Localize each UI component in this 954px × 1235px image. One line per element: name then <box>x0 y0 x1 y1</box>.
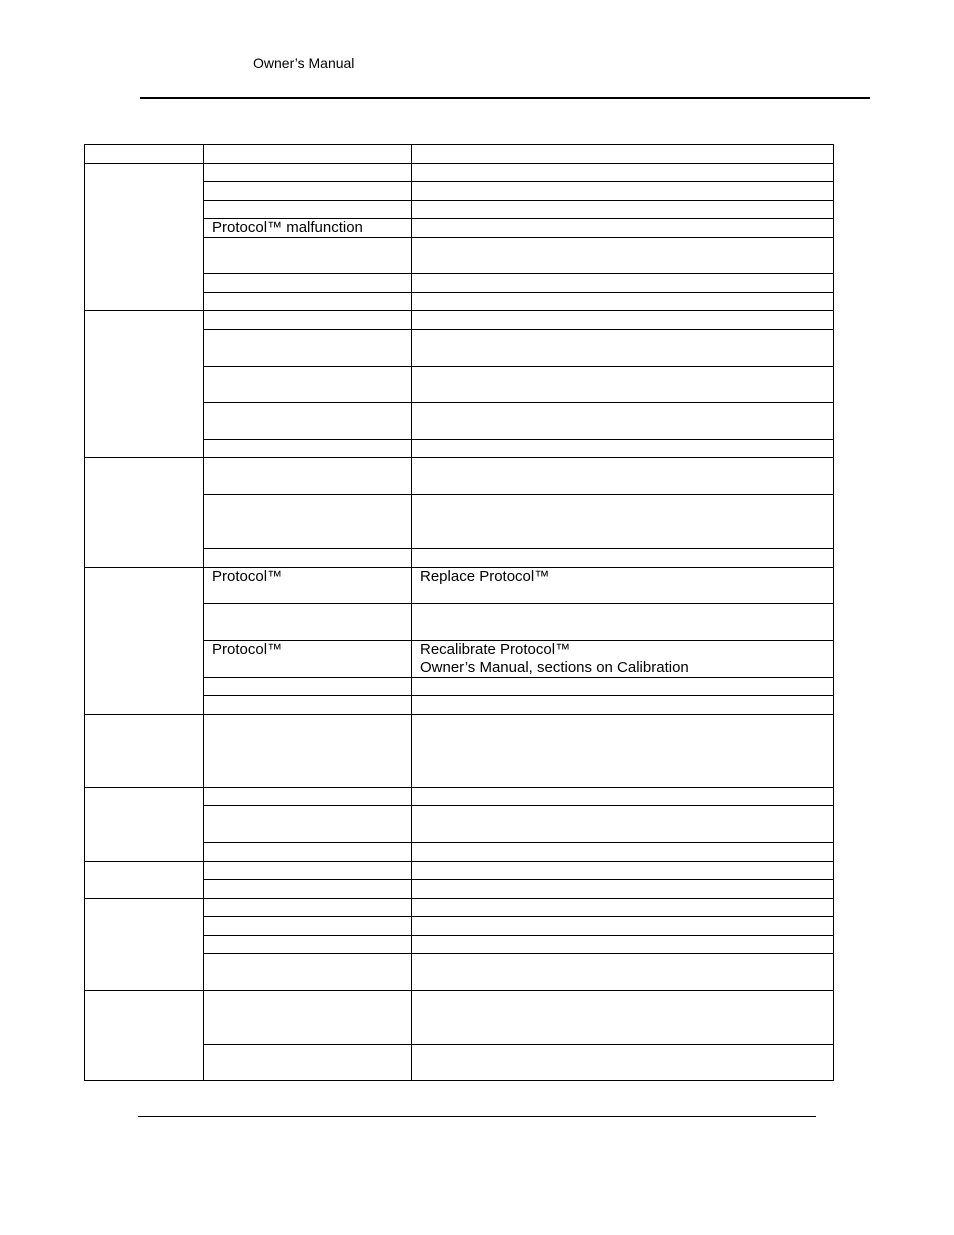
cause-cell <box>204 1045 412 1081</box>
action-cell <box>412 954 834 991</box>
cause-text: Protocol™ <box>212 568 283 585</box>
cause-cell <box>204 843 412 862</box>
cause-cell <box>204 495 412 549</box>
cause-cell <box>204 696 412 715</box>
problem-cell <box>85 788 204 862</box>
problem-cell <box>85 991 204 1081</box>
header-cell <box>204 145 412 164</box>
action-cell <box>412 991 834 1045</box>
cause-cell <box>204 311 412 330</box>
problem-cell <box>85 458 204 568</box>
cause-cell <box>204 862 412 880</box>
action-text: Owner’s Manual, sections on Calibration <box>420 659 689 676</box>
table-header-row <box>85 145 834 164</box>
action-cell <box>412 238 834 274</box>
action-cell <box>412 293 834 311</box>
action-cell <box>412 678 834 696</box>
cause-cell <box>204 549 412 568</box>
action-cell <box>412 440 834 458</box>
action-cell <box>412 274 834 293</box>
cause-cell <box>204 367 412 403</box>
cause-cell <box>204 954 412 991</box>
cause-cell <box>204 164 412 182</box>
cause-cell <box>204 330 412 367</box>
action-cell <box>412 806 834 843</box>
table-row <box>85 899 834 917</box>
cause-text: Protocol™ malfunction <box>212 219 363 236</box>
action-cell <box>412 568 834 604</box>
table-row <box>85 991 834 1045</box>
action-cell <box>412 917 834 936</box>
cause-cell <box>204 604 412 641</box>
action-cell <box>412 403 834 440</box>
cause-cell <box>204 458 412 495</box>
header-rule <box>140 97 870 99</box>
cause-cell <box>204 806 412 843</box>
action-text: Replace Protocol™ <box>420 568 550 585</box>
action-cell <box>412 862 834 880</box>
header-cell <box>85 145 204 164</box>
page-header: Owner’s Manual <box>253 55 355 71</box>
cause-cell <box>204 219 412 238</box>
action-cell <box>412 641 834 678</box>
action-cell <box>412 880 834 899</box>
cause-cell <box>204 641 412 678</box>
cause-cell <box>204 293 412 311</box>
cause-cell <box>204 274 412 293</box>
cause-cell <box>204 880 412 899</box>
footer-rule <box>138 1116 816 1117</box>
cause-cell <box>204 936 412 954</box>
action-cell <box>412 899 834 917</box>
cause-cell <box>204 568 412 604</box>
cause-cell <box>204 238 412 274</box>
action-cell <box>412 164 834 182</box>
cause-cell <box>204 899 412 917</box>
problem-cell <box>85 899 204 991</box>
action-cell <box>412 367 834 403</box>
cause-cell <box>204 182 412 201</box>
table-row <box>85 568 834 604</box>
action-cell <box>412 311 834 330</box>
action-cell <box>412 936 834 954</box>
cause-cell <box>204 201 412 219</box>
header-cell <box>412 145 834 164</box>
action-cell <box>412 182 834 201</box>
table-row <box>85 862 834 880</box>
action-cell <box>412 604 834 641</box>
cause-cell <box>204 788 412 806</box>
problem-cell <box>85 862 204 899</box>
cause-cell <box>204 678 412 696</box>
cause-cell <box>204 991 412 1045</box>
action-cell <box>412 495 834 549</box>
cause-cell <box>204 917 412 936</box>
action-cell <box>412 549 834 568</box>
cause-cell <box>204 440 412 458</box>
table-row <box>85 311 834 330</box>
table-row <box>85 715 834 788</box>
cause-cell <box>204 715 412 788</box>
table-row <box>85 788 834 806</box>
action-cell <box>412 458 834 495</box>
action-cell <box>412 1045 834 1081</box>
cause-text: Protocol™ <box>212 641 283 658</box>
problem-cell <box>85 164 204 311</box>
action-cell <box>412 330 834 367</box>
action-cell <box>412 201 834 219</box>
action-cell <box>412 219 834 238</box>
action-text: Recalibrate Protocol™ <box>420 641 571 658</box>
problem-cell <box>85 311 204 458</box>
problem-cell <box>85 568 204 715</box>
problem-cell <box>85 715 204 788</box>
action-cell <box>412 788 834 806</box>
action-cell <box>412 843 834 862</box>
table-row <box>85 164 834 182</box>
table-row <box>85 458 834 495</box>
action-cell <box>412 696 834 715</box>
troubleshooting-table <box>84 144 834 1081</box>
cause-cell <box>204 403 412 440</box>
action-cell <box>412 715 834 788</box>
